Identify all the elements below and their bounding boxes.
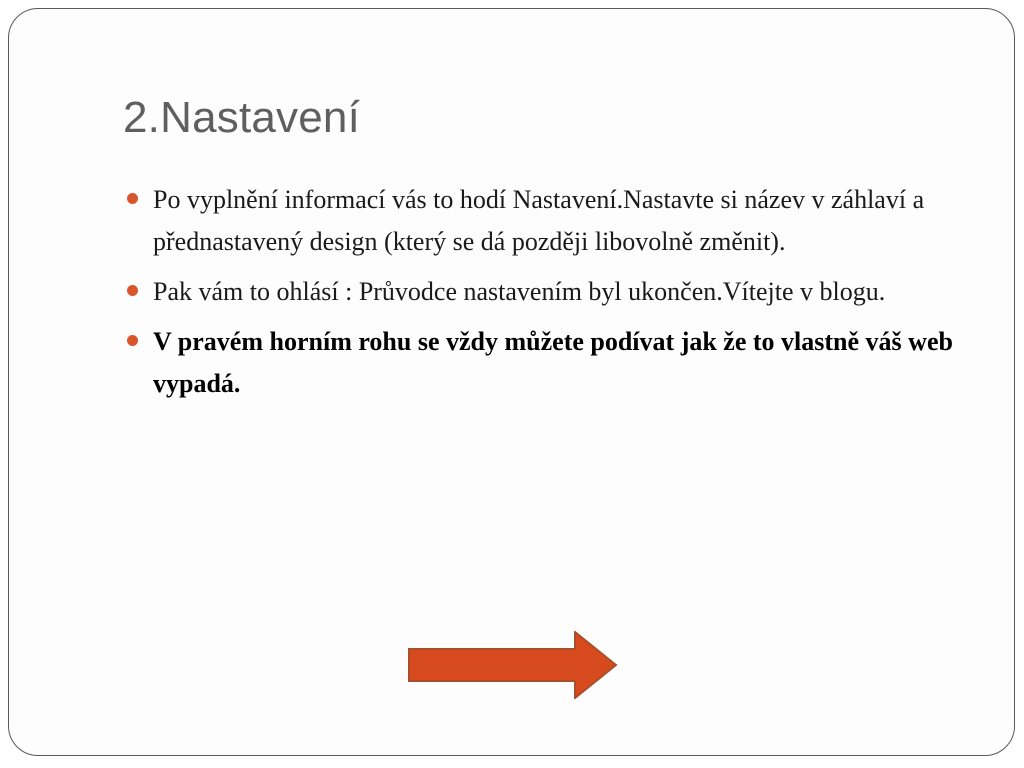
bullet-list [127, 179, 977, 413]
bullet-text-2: Pak vám to ohlásí : Průvodce nastavením byl ukončen.Vítejte v blogu. [153, 277, 886, 306]
bullet-item-1 [127, 179, 977, 263]
bullet-dot-icon [127, 193, 138, 204]
right-arrow-icon[interactable] [407, 631, 619, 699]
bullet-text-1: Po vyplnění informací vás to hodí Nastavení.Nastavte si název v záhlaví a přednastavený design (který se dá později libovolně změnit). [153, 185, 925, 256]
slide-title: 2.Nastavení [123, 93, 361, 142]
bullet-dot-icon [127, 285, 138, 296]
slide-frame [8, 8, 1015, 756]
bullet-item-3 [127, 321, 977, 405]
bullet-text-3: V pravém horním rohu se vždy můžete podívat jak že to vlastně váš web vypadá. [153, 327, 953, 398]
arrow-polygon [409, 632, 616, 698]
bullet-dot-icon [127, 335, 138, 346]
bullet-item-2 [127, 271, 977, 313]
